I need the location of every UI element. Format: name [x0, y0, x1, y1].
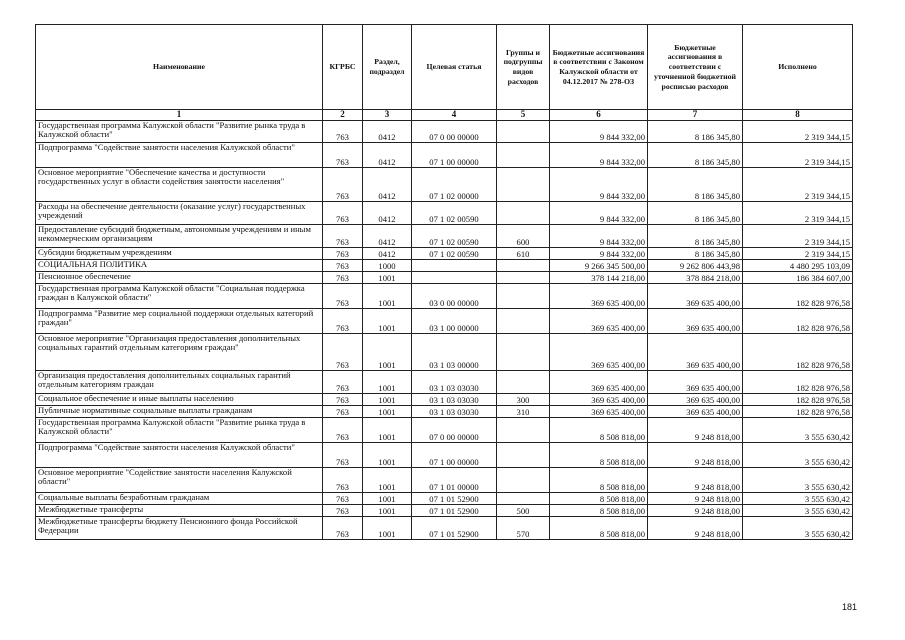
row-target-article: 03 1 03 03030	[412, 371, 497, 394]
row-law-allocation: 369 635 400,00	[550, 394, 648, 406]
header-refined-allocations: Бюджетные ассигнования в соответствии с уточненной бюджетной росписью расходов	[648, 25, 743, 110]
row-name: Пенсионное обеспечение	[36, 272, 323, 284]
row-expense-group	[497, 202, 550, 225]
table-row	[36, 248, 853, 260]
row-refined-allocation: 369 635 400,00	[648, 334, 743, 371]
row-section: 1001	[363, 468, 412, 493]
row-section: 0412	[363, 225, 412, 248]
row-refined-allocation: 9 248 818,00	[648, 517, 743, 540]
row-executed: 2 319 344,15	[743, 202, 853, 225]
row-refined-allocation: 369 635 400,00	[648, 371, 743, 394]
row-name: Межбюджетные трансферты	[36, 505, 323, 517]
table-row	[36, 309, 853, 334]
row-law-allocation: 9 844 332,00	[550, 121, 648, 143]
header-section: Раздел, подраздел	[363, 25, 412, 110]
row-kgrbs: 763	[323, 260, 363, 272]
table-row	[36, 493, 853, 505]
row-section: 1001	[363, 418, 412, 443]
row-expense-group	[497, 371, 550, 394]
row-kgrbs: 763	[323, 225, 363, 248]
row-target-article: 03 1 03 00000	[412, 334, 497, 371]
row-name: Субсидии бюджетным учреждениям	[36, 248, 323, 260]
row-law-allocation: 9 844 332,00	[550, 143, 648, 168]
row-section: 1001	[363, 284, 412, 309]
row-target-article: 07 0 00 00000	[412, 121, 497, 143]
row-name: Государственная программа Калужской области "Развитие рынка труда в Калужской области"	[36, 418, 323, 443]
row-section: 1001	[363, 505, 412, 517]
row-target-article: 07 1 00 00000	[412, 443, 497, 468]
row-refined-allocation: 8 186 345,80	[648, 202, 743, 225]
row-refined-allocation: 9 248 818,00	[648, 468, 743, 493]
row-target-article: 07 1 02 00590	[412, 225, 497, 248]
row-name: Государственная программа Калужской области "Социальная поддержка граждан в Калужской области"	[36, 284, 323, 309]
row-target-article: 07 1 02 00590	[412, 248, 497, 260]
column-number: 2	[323, 110, 363, 121]
row-expense-group: 570	[497, 517, 550, 540]
table-row	[36, 143, 853, 168]
row-executed: 3 555 630,42	[743, 418, 853, 443]
row-name: Основное мероприятие "Содействие занятости населения Калужской области"	[36, 468, 323, 493]
row-target-article: 07 1 02 00000	[412, 168, 497, 202]
table-row	[36, 284, 853, 309]
row-name: Социальные выплаты безработным гражданам	[36, 493, 323, 505]
row-name: Расходы на обеспечение деятельности (оказание услуг) государственных учреждений	[36, 202, 323, 225]
header-kgrbs: КГРБС	[323, 25, 363, 110]
row-kgrbs: 763	[323, 418, 363, 443]
row-executed: 3 555 630,42	[743, 443, 853, 468]
row-expense-group: 600	[497, 225, 550, 248]
table-row	[36, 168, 853, 202]
page-number: 181	[842, 602, 858, 612]
table-row	[36, 202, 853, 225]
row-refined-allocation: 369 635 400,00	[648, 309, 743, 334]
row-executed: 2 319 344,15	[743, 225, 853, 248]
header-expense-group: Группы и подгруппы видов расходов	[497, 25, 550, 110]
row-executed: 186 384 607,00	[743, 272, 853, 284]
row-law-allocation: 9 844 332,00	[550, 225, 648, 248]
row-kgrbs: 763	[323, 334, 363, 371]
table-row	[36, 272, 853, 284]
row-name: Социальное обеспечение и иные выплаты населению	[36, 394, 323, 406]
header-target-article: Целевая статья	[412, 25, 497, 110]
row-target-article	[412, 260, 497, 272]
column-number: 1	[36, 110, 323, 121]
row-refined-allocation: 9 248 818,00	[648, 418, 743, 443]
row-law-allocation: 369 635 400,00	[550, 371, 648, 394]
row-target-article: 07 1 01 52900	[412, 517, 497, 540]
table-row	[36, 468, 853, 493]
row-expense-group	[497, 418, 550, 443]
row-name: Публичные нормативные социальные выплаты гражданам	[36, 406, 323, 418]
header-name: Наименование	[36, 25, 323, 110]
column-number: 7	[648, 110, 743, 121]
row-refined-allocation: 8 186 345,80	[648, 225, 743, 248]
column-number-row	[36, 110, 853, 121]
row-executed: 3 555 630,42	[743, 517, 853, 540]
row-executed: 182 828 976,58	[743, 371, 853, 394]
row-refined-allocation: 9 262 806 443,98	[648, 260, 743, 272]
row-section: 1001	[363, 309, 412, 334]
row-section: 0412	[363, 121, 412, 143]
row-law-allocation: 8 508 818,00	[550, 443, 648, 468]
row-expense-group	[497, 260, 550, 272]
row-executed: 2 319 344,15	[743, 121, 853, 143]
row-refined-allocation: 8 186 345,80	[648, 248, 743, 260]
row-executed: 2 319 344,15	[743, 248, 853, 260]
row-target-article: 07 0 00 00000	[412, 418, 497, 443]
row-kgrbs: 763	[323, 121, 363, 143]
row-law-allocation: 369 635 400,00	[550, 334, 648, 371]
row-law-allocation: 369 635 400,00	[550, 284, 648, 309]
row-name: Предоставление субсидий бюджетным, автономным учреждениям и иным некоммерческим организациям	[36, 225, 323, 248]
row-executed: 2 319 344,15	[743, 168, 853, 202]
row-name: СОЦИАЛЬНАЯ ПОЛИТИКА	[36, 260, 323, 272]
row-kgrbs: 763	[323, 505, 363, 517]
row-target-article: 03 1 00 00000	[412, 309, 497, 334]
row-executed: 4 480 295 103,09	[743, 260, 853, 272]
row-target-article	[412, 272, 497, 284]
table-row	[36, 394, 853, 406]
budget-table	[35, 24, 853, 540]
table-row	[36, 225, 853, 248]
row-target-article: 07 1 01 00000	[412, 468, 497, 493]
row-target-article: 03 1 03 03030	[412, 406, 497, 418]
row-section: 1001	[363, 371, 412, 394]
row-executed: 2 319 344,15	[743, 143, 853, 168]
row-refined-allocation: 369 635 400,00	[648, 406, 743, 418]
row-refined-allocation: 378 884 218,00	[648, 272, 743, 284]
row-target-article: 03 0 00 00000	[412, 284, 497, 309]
row-executed: 182 828 976,58	[743, 309, 853, 334]
row-kgrbs: 763	[323, 468, 363, 493]
row-refined-allocation: 9 248 818,00	[648, 493, 743, 505]
row-name: Организация предоставления дополнительных социальных гарантий отдельным категориям граждан	[36, 371, 323, 394]
row-expense-group	[497, 334, 550, 371]
row-kgrbs: 763	[323, 284, 363, 309]
row-expense-group	[497, 443, 550, 468]
row-name: Межбюджетные трансферты бюджету Пенсионного фонда Российской Федерации	[36, 517, 323, 540]
row-refined-allocation: 9 248 818,00	[648, 505, 743, 517]
row-target-article: 07 1 01 52900	[412, 493, 497, 505]
row-law-allocation: 8 508 818,00	[550, 418, 648, 443]
row-name: Подпрограмма "Развитие мер социальной поддержки отдельных категорий граждан"	[36, 309, 323, 334]
row-kgrbs: 763	[323, 248, 363, 260]
table-row	[36, 418, 853, 443]
row-expense-group	[497, 284, 550, 309]
row-law-allocation: 8 508 818,00	[550, 468, 648, 493]
row-refined-allocation: 8 186 345,80	[648, 143, 743, 168]
table-row	[36, 517, 853, 540]
row-law-allocation: 369 635 400,00	[550, 406, 648, 418]
column-number: 3	[363, 110, 412, 121]
row-expense-group	[497, 168, 550, 202]
row-target-article: 03 1 03 03030	[412, 394, 497, 406]
row-kgrbs: 763	[323, 406, 363, 418]
row-expense-group	[497, 493, 550, 505]
row-kgrbs: 763	[323, 493, 363, 505]
row-executed: 3 555 630,42	[743, 505, 853, 517]
row-name: Основное мероприятие "Организация предоставления дополнительных социальных гарантий отдельным категориям граждан"	[36, 334, 323, 371]
row-law-allocation: 369 635 400,00	[550, 309, 648, 334]
row-kgrbs: 763	[323, 371, 363, 394]
row-refined-allocation: 9 248 818,00	[648, 443, 743, 468]
row-law-allocation: 8 508 818,00	[550, 505, 648, 517]
row-expense-group: 300	[497, 394, 550, 406]
row-expense-group: 610	[497, 248, 550, 260]
row-section: 1001	[363, 493, 412, 505]
table-row	[36, 121, 853, 143]
row-name: Государственная программа Калужской области "Развитие рынка труда в Калужской области"	[36, 121, 323, 143]
row-kgrbs: 763	[323, 143, 363, 168]
row-law-allocation: 9 844 332,00	[550, 202, 648, 225]
row-section: 1001	[363, 394, 412, 406]
row-section: 1001	[363, 443, 412, 468]
column-number: 5	[497, 110, 550, 121]
row-section: 0412	[363, 248, 412, 260]
table-row	[36, 371, 853, 394]
row-executed: 3 555 630,42	[743, 493, 853, 505]
row-expense-group: 310	[497, 406, 550, 418]
column-number: 8	[743, 110, 853, 121]
row-kgrbs: 763	[323, 168, 363, 202]
table-row	[36, 443, 853, 468]
column-number: 6	[550, 110, 648, 121]
row-kgrbs: 763	[323, 309, 363, 334]
row-section: 1001	[363, 517, 412, 540]
row-kgrbs: 763	[323, 202, 363, 225]
row-expense-group	[497, 468, 550, 493]
table-row	[36, 505, 853, 517]
row-section: 1001	[363, 334, 412, 371]
row-law-allocation: 9 266 345 500,00	[550, 260, 648, 272]
row-section: 1000	[363, 260, 412, 272]
table-row	[36, 334, 853, 371]
row-section: 0412	[363, 202, 412, 225]
table-row	[36, 406, 853, 418]
row-expense-group	[497, 121, 550, 143]
row-expense-group	[497, 309, 550, 334]
row-expense-group	[497, 272, 550, 284]
row-name: Подпрограмма "Содействие занятости населения Калужской области"	[36, 443, 323, 468]
row-section: 1001	[363, 406, 412, 418]
row-law-allocation: 9 844 332,00	[550, 168, 648, 202]
table-body	[36, 121, 853, 540]
row-executed: 182 828 976,58	[743, 406, 853, 418]
row-section: 0412	[363, 143, 412, 168]
header-executed: Исполнено	[743, 25, 853, 110]
row-expense-group	[497, 143, 550, 168]
column-number: 4	[412, 110, 497, 121]
row-target-article: 07 1 02 00590	[412, 202, 497, 225]
row-kgrbs: 763	[323, 517, 363, 540]
row-executed: 3 555 630,42	[743, 468, 853, 493]
row-executed: 182 828 976,58	[743, 334, 853, 371]
header-law-allocations: Бюджетные ассигнования в соответствии с Законом Калужской области от 04.12.2017 № 278-ОЗ	[550, 25, 648, 110]
row-section: 0412	[363, 168, 412, 202]
row-executed: 182 828 976,58	[743, 394, 853, 406]
row-kgrbs: 763	[323, 272, 363, 284]
row-name: Подпрограмма "Содействие занятости населения Калужской области"	[36, 143, 323, 168]
row-refined-allocation: 8 186 345,80	[648, 168, 743, 202]
row-target-article: 07 1 01 52900	[412, 505, 497, 517]
table-row	[36, 260, 853, 272]
row-section: 1001	[363, 272, 412, 284]
row-refined-allocation: 8 186 345,80	[648, 121, 743, 143]
row-refined-allocation: 369 635 400,00	[648, 284, 743, 309]
row-executed: 182 828 976,58	[743, 284, 853, 309]
header-row	[36, 25, 853, 110]
row-expense-group: 500	[497, 505, 550, 517]
row-target-article: 07 1 00 00000	[412, 143, 497, 168]
row-law-allocation: 378 144 218,00	[550, 272, 648, 284]
row-law-allocation: 8 508 818,00	[550, 493, 648, 505]
row-law-allocation: 8 508 818,00	[550, 517, 648, 540]
row-kgrbs: 763	[323, 394, 363, 406]
row-name: Основное мероприятие "Обеспечение качества и доступности государственных услуг в области содействия занятости населения"	[36, 168, 323, 202]
row-law-allocation: 9 844 332,00	[550, 248, 648, 260]
row-refined-allocation: 369 635 400,00	[648, 394, 743, 406]
row-kgrbs: 763	[323, 443, 363, 468]
